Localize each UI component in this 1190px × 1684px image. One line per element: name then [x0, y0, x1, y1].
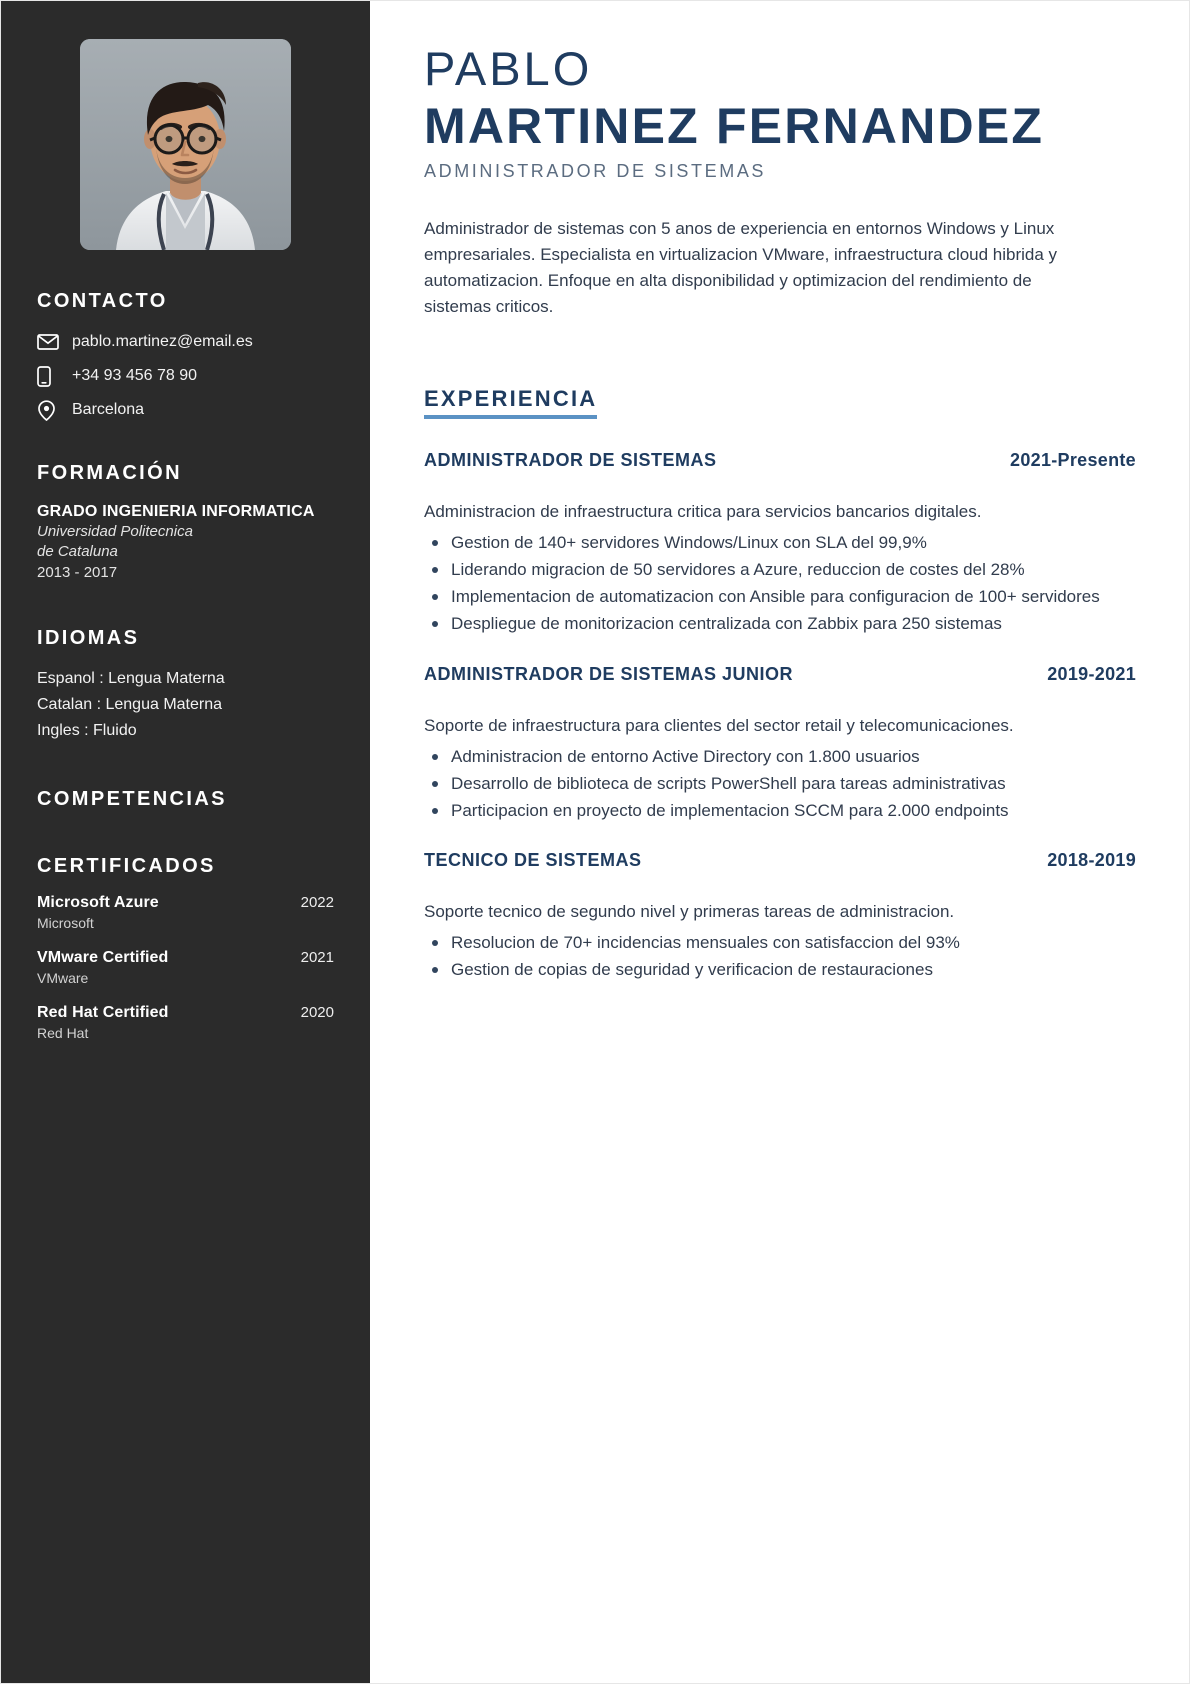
contact-phone-text: +34 93 456 78 90	[72, 367, 198, 384]
last-name: MARTINEZ FERNANDEZ	[424, 98, 1045, 154]
experience-description: Soporte tecnico de segundo nivel y primeras tareas de administracion.	[424, 902, 955, 921]
certificate-item	[37, 949, 334, 986]
idiomas-heading: IDIOMAS	[37, 627, 140, 649]
contact-row-email[interactable]	[37, 331, 334, 353]
experience-header	[424, 450, 1136, 471]
phone-icon	[37, 365, 61, 387]
languages-list	[37, 666, 334, 744]
experience-dates: 2021-Presente	[1010, 450, 1136, 470]
certificate-year: 2020	[300, 1004, 334, 1021]
experience-bullet: Gestion de copias de seguridad y verificacion de restauraciones	[424, 957, 1136, 983]
profile-photo	[80, 39, 291, 250]
certificate-name: VMware Certified	[37, 949, 169, 966]
location-pin-icon	[37, 399, 61, 421]
professional-summary: Administrador de sistemas con 5 anos de experiencia en entornos Windows y Linux empresariales. Especialista en virtualizacion VMware, infraestructura cloud hibrida y automatizacion. Enfoque en alta disponibilidad y optimizacion del rendimiento de sistemas criticos.	[424, 219, 1058, 316]
experience-bullet: Administracion de entorno Active Directory con 1.800 usuarios	[424, 744, 1136, 770]
experience-bullet: Participacion en proyecto de implementacion SCCM para 2.000 endpoints	[424, 798, 1136, 824]
job-title: ADMINISTRADOR DE SISTEMAS	[424, 161, 767, 181]
experience-bullets	[424, 530, 1136, 637]
experience-bullet: Resolucion de 70+ incidencias mensuales con satisfaccion del 93%	[424, 930, 1136, 956]
experience-item	[424, 850, 1136, 983]
experience-role: TECNICO DE SISTEMAS	[424, 850, 642, 870]
education-school-line2: de Cataluna	[37, 543, 118, 560]
certificates-list	[37, 894, 334, 1041]
contact-row-location[interactable]	[37, 399, 334, 421]
certificate-year: 2021	[300, 949, 334, 966]
certificate-issuer: VMware	[37, 970, 89, 986]
certificados-heading: CERTIFICADOS	[37, 855, 216, 877]
experience-bullets	[424, 744, 1136, 824]
certificate-item	[37, 894, 334, 931]
sidebar	[1, 1, 370, 1684]
certificate-item	[37, 1004, 334, 1041]
experience-item	[424, 450, 1136, 637]
experience-description: Administracion de infraestructura critica para servicios bancarios digitales.	[424, 502, 982, 521]
main-content	[370, 1, 1190, 1684]
experience-bullet: Despliegue de monitorizacion centralizada con Zabbix para 250 sistemas	[424, 611, 1136, 637]
experience-bullet: Liderando migracion de 50 servidores a Azure, reduccion de costes del 28%	[424, 557, 1136, 583]
contact-location-text: Barcelona	[72, 401, 145, 418]
experience-bullets	[424, 930, 1136, 983]
certificate-top-row	[37, 1004, 334, 1022]
certificate-name: Red Hat Certified	[37, 1004, 169, 1021]
certificate-year: 2022	[300, 894, 334, 911]
certificate-issuer: Microsoft	[37, 915, 94, 931]
contact-email-text: pablo.martinez@email.es	[72, 333, 253, 350]
experience-bullet: Desarrollo de biblioteca de scripts PowerShell para tareas administrativas	[424, 771, 1136, 797]
envelope-icon	[37, 331, 61, 353]
experience-bullet: Implementacion de automatizacion con Ansible para configuracion de 100+ servidores	[424, 584, 1136, 610]
language-item: Espanol : Lengua Materna	[37, 670, 225, 687]
profile-photo-image	[80, 39, 291, 250]
language-item: Ingles : Fluido	[37, 722, 137, 739]
education-school-line1: Universidad Politecnica	[37, 523, 193, 540]
contact-list	[37, 331, 334, 421]
experiencia-heading: EXPERIENCIA	[424, 386, 597, 419]
certificate-top-row	[37, 949, 334, 967]
certificate-name: Microsoft Azure	[37, 894, 159, 911]
experience-bullet: Gestion de 140+ servidores Windows/Linux con SLA del 99,9%	[424, 530, 1136, 556]
experience-dates: 2019-2021	[1047, 664, 1136, 684]
first-name: PABLO	[424, 42, 593, 95]
formacion-heading: FORMACIÓN	[37, 462, 182, 484]
certificate-top-row	[37, 894, 334, 912]
experience-dates: 2018-2019	[1047, 850, 1136, 870]
education-years: 2013 - 2017	[37, 564, 118, 581]
experience-role: ADMINISTRADOR DE SISTEMAS JUNIOR	[424, 664, 794, 684]
experience-header	[424, 664, 1136, 685]
contact-row-phone[interactable]	[37, 365, 334, 387]
contacto-heading: CONTACTO	[37, 290, 168, 312]
education-item	[37, 502, 334, 584]
competencias-heading: COMPETENCIAS	[37, 788, 227, 810]
experience-description: Soporte de infraestructura para clientes del sector retail y telecomunicaciones.	[424, 716, 1014, 735]
experience-list	[424, 450, 1136, 983]
certificate-issuer: Red Hat	[37, 1025, 89, 1041]
experience-header	[424, 850, 1136, 871]
education-degree: GRADO INGENIERIA INFORMATICA	[37, 503, 315, 520]
experience-item	[424, 664, 1136, 824]
language-item: Catalan : Lengua Materna	[37, 696, 223, 713]
experience-role: ADMINISTRADOR DE SISTEMAS	[424, 450, 717, 470]
